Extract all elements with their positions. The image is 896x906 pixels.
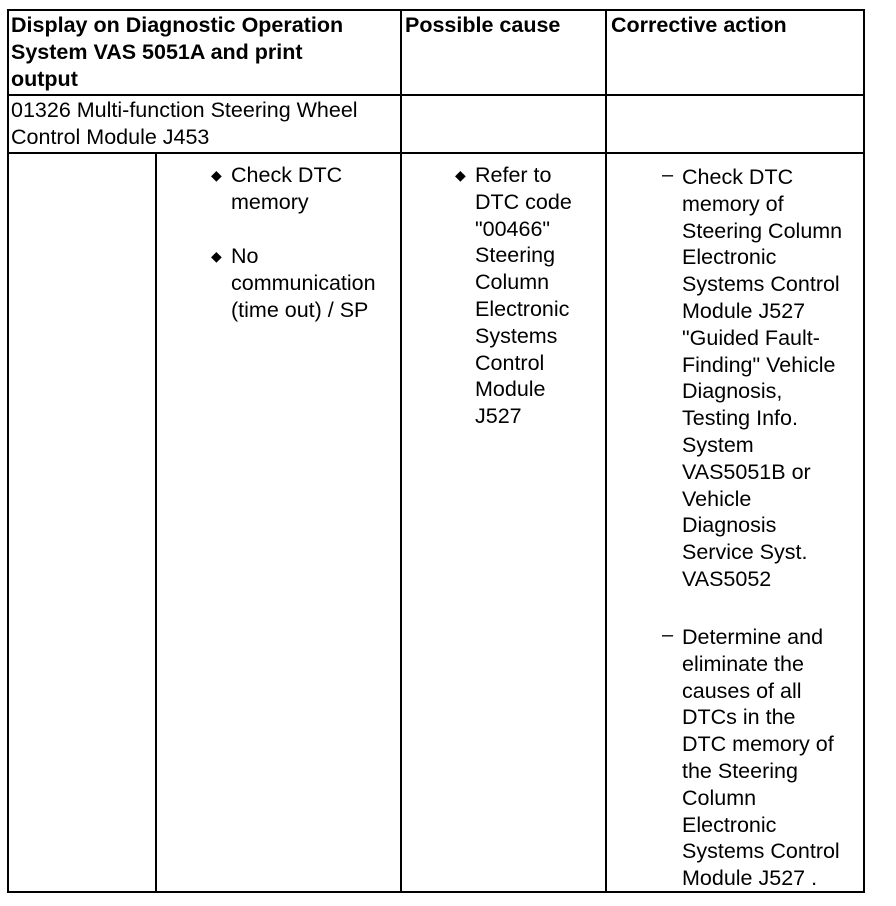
sub-column-divider [155,152,157,893]
column-divider-1 [400,9,402,893]
table-border-left [7,9,9,893]
diagnostic-table [7,9,865,893]
cause-item-refer-dtc: ◆ Refer to DTC code "00466" Steering Column Electronic Systems Control Module J527 [455,163,572,429]
header-corrective-action: Corrective action [611,13,787,37]
header-divider [7,94,865,96]
dash-icon: – [662,624,674,646]
module-row-divider [7,152,865,154]
display-item-check-dtc: ◆ Check DTC memory [211,163,343,214]
display-item-no-communication: ◆ No communication (time out) / SP [211,244,376,322]
header-possible-cause: Possible cause [405,13,561,37]
bullet-icon: ◆ [455,167,466,183]
column-divider-2 [605,9,607,893]
header-display: Display on Diagnostic Operation System VAS 5051A and print output [11,13,344,91]
dash-icon: – [662,164,674,186]
module-row-label: 01326 Multi-function Steering Wheel Control Module J453 [11,98,358,149]
bullet-icon: ◆ [211,167,222,183]
table-border-right [863,9,865,893]
action-item-eliminate-causes: – Determine and eliminate the causes of all DTCs in the DTC memory of the Steering Column Electronic Systems Control Module J527 . [662,624,840,891]
table-border-top [7,9,865,11]
bullet-icon: ◆ [211,248,222,264]
action-item-check-memory: – Check DTC memory of Steering Column Electronic Systems Control Module J527 "Guided Fault- Finding" Vehicle Diagnosis, Testing Info. System VAS5051B or Vehicle Diagnosis Service Syst. VAS5052 [662,164,843,591]
